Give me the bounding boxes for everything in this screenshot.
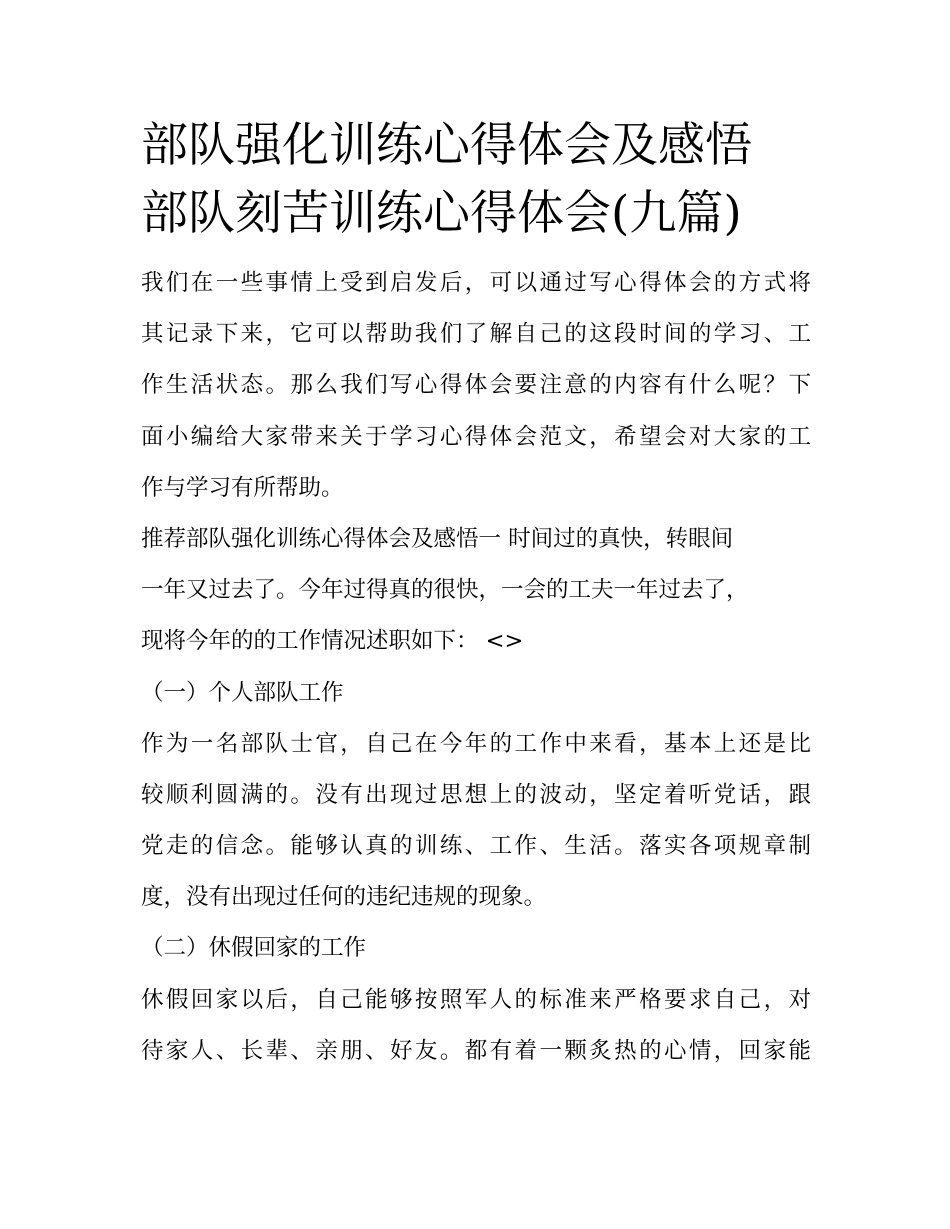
document-title [141,112,821,248]
section-1-paragraph [141,719,821,924]
section-heading-2 [141,923,821,974]
paragraph-line: 作生活状态。那么我们写心得体会要注意的内容有什么呢？下 [141,372,811,399]
section-heading-line: （二）休假回家的工作 [141,935,367,962]
paragraph-line: 推荐部队强化训练心得体会及感悟一 时间过的真快，转眼间 [141,525,734,552]
paragraph-line: 作为一名部队士官，自己在今年的工作中来看，基本上还是比 [141,730,811,757]
section-heading-line: （一）个人部队工作 [141,679,344,706]
document-page [141,112,821,1077]
intro-paragraph [141,258,821,514]
paragraph-line: 现将今年的的工作情况述职如下： <> [141,628,524,655]
section-heading-1 [141,668,821,719]
paragraph-line: 党走的信念。能够认真的训练、工作、生活。落实各项规章制 [141,833,811,860]
title-line-1: 部队强化训练心得体会及感悟 [141,118,752,173]
title-line-2: 部队刻苦训练心得体会(九篇) [141,186,742,241]
paragraph-line: 待家人、长辈、亲朋、好友。都有着一颗炙热的心情，回家能 [141,1037,811,1064]
paragraph-line: 一年又过去了。今年过得真的很快，一会的工夫一年过去了， [141,577,749,604]
paragraph-line: 我们在一些事情上受到启发后，可以通过写心得体会的方式将 [141,270,811,296]
document-body [141,258,821,1077]
paragraph-line: 较顺利圆满的。没有出现过思想上的波动，坚定着听党话，跟 [141,781,811,808]
paragraph-line: 休假回家以后，自己能够按照军人的标准来严格要求自己，对 [141,986,811,1013]
section-2-paragraph [141,975,821,1077]
recommendation-paragraph [141,514,821,668]
paragraph-line: 度，没有出现过任何的违纪违规的现象。 [141,884,547,911]
paragraph-line: 面小编给大家带来关于学习心得体会范文，希望会对大家的工 [141,423,811,450]
paragraph-line: 作与学习有所帮助。 [141,474,344,501]
paragraph-line: 其记录下来，它可以帮助我们了解自己的这段时间的学习、工 [141,321,811,348]
